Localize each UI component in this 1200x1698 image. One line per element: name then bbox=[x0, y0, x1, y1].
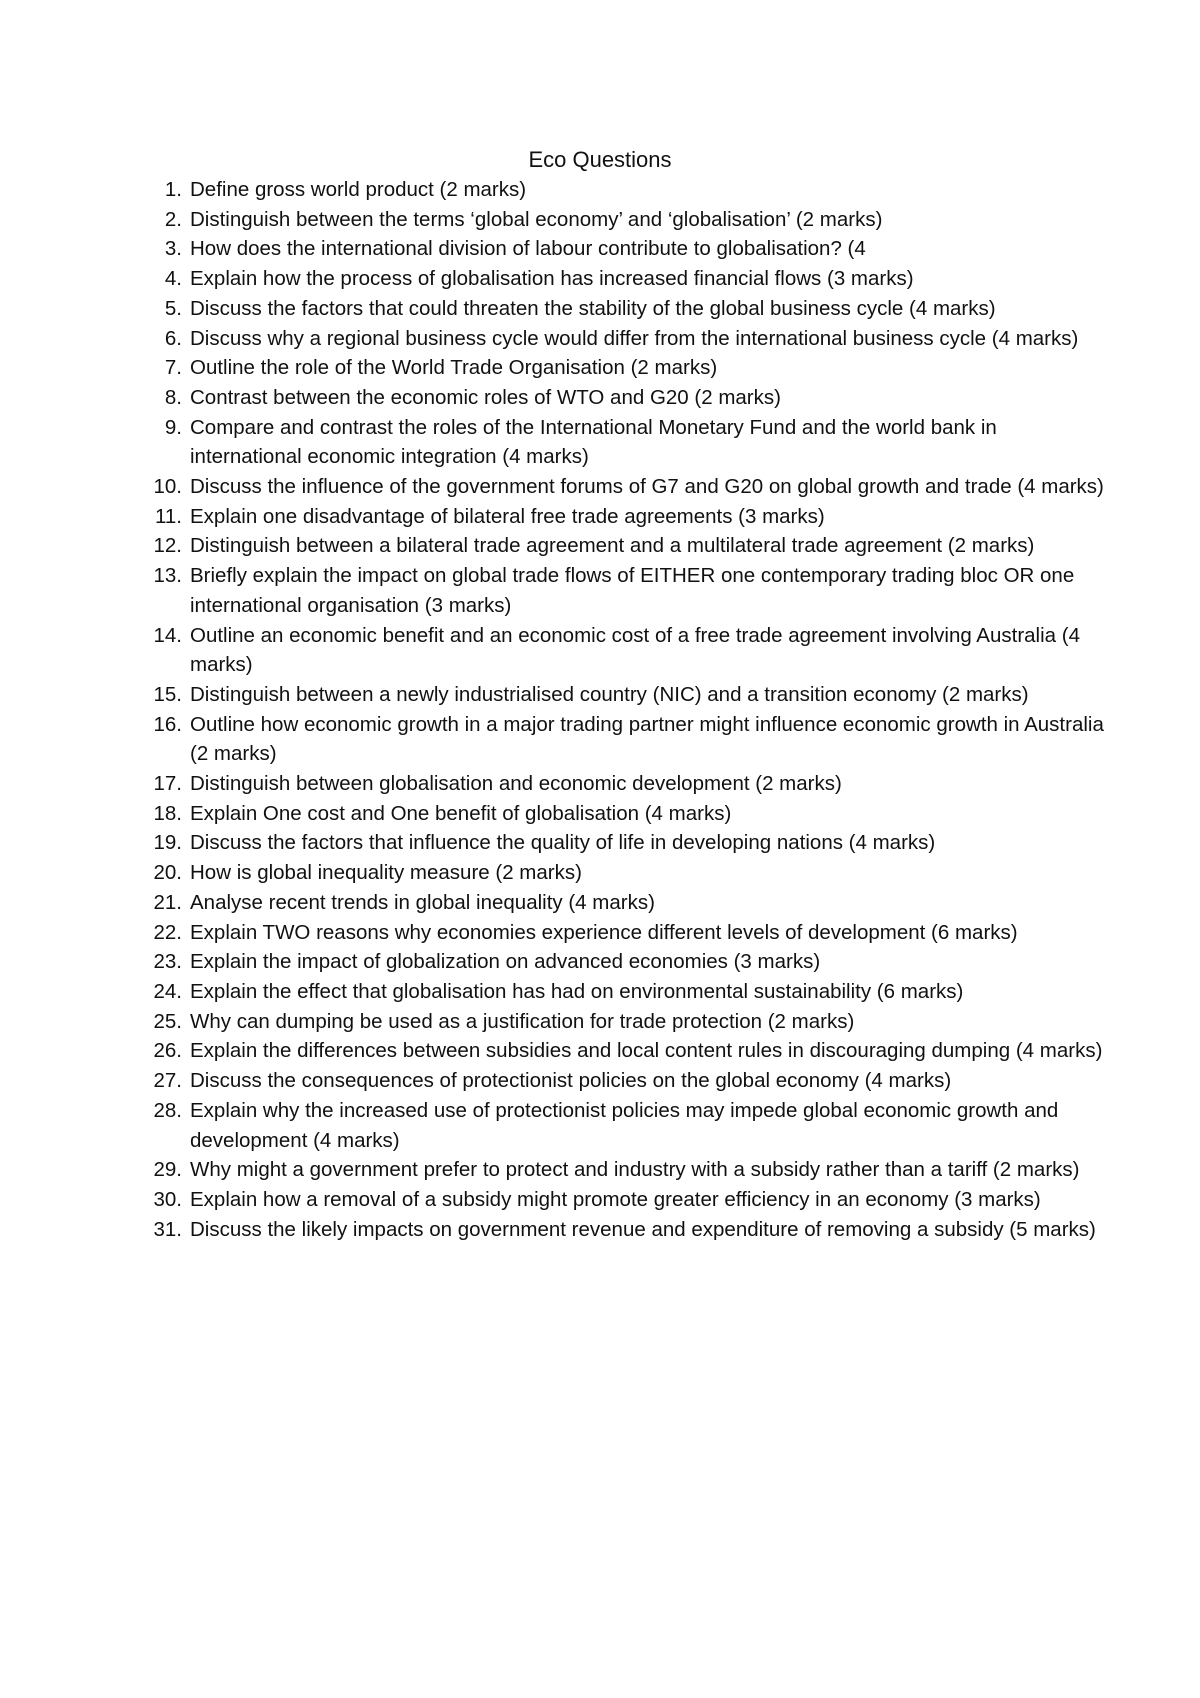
question-number: 10. bbox=[153, 475, 182, 499]
question-item bbox=[132, 1215, 1112, 1245]
question-number: 14. bbox=[153, 623, 182, 647]
question-text: Explain why the increased use of protectionist policies may impede global economic growth and development (4 marks) bbox=[190, 1098, 1059, 1152]
question-item bbox=[132, 680, 1112, 710]
question-item bbox=[132, 1066, 1112, 1096]
question-item bbox=[132, 324, 1112, 354]
question-text: Explain how the process of globalisation has increased financial flows (3 marks) bbox=[190, 267, 914, 291]
question-item bbox=[132, 621, 1112, 680]
question-text: Why can dumping be used as a justification for trade protection (2 marks) bbox=[190, 1009, 855, 1033]
question-number: 21. bbox=[153, 890, 182, 914]
question-item bbox=[132, 858, 1112, 888]
question-number: 17. bbox=[153, 772, 182, 796]
question-number: 13. bbox=[153, 564, 182, 588]
question-number: 4. bbox=[164, 267, 182, 291]
question-number: 6. bbox=[164, 326, 182, 350]
question-number: 16. bbox=[153, 712, 182, 736]
question-item bbox=[132, 413, 1112, 472]
question-item bbox=[132, 1155, 1112, 1185]
question-text: Distinguish between a newly industrialised country (NIC) and a transition economy (2 marks) bbox=[190, 682, 1029, 706]
question-number: 8. bbox=[164, 385, 182, 409]
question-item bbox=[132, 234, 1112, 264]
question-item bbox=[132, 561, 1112, 620]
question-number: 26. bbox=[153, 1039, 182, 1063]
question-text: How does the international division of labour contribute to globalisation? (4 bbox=[190, 237, 866, 261]
question-text: Briefly explain the impact on global trade flows of EITHER one contemporary trading bloc OR one international organisation (3 marks) bbox=[190, 564, 1075, 617]
question-number: 28. bbox=[153, 1098, 182, 1122]
question-text: Discuss why a regional business cycle would differ from the international business cycle (4 marks) bbox=[190, 326, 1079, 350]
question-item bbox=[132, 205, 1112, 235]
question-text: Distinguish between a bilateral trade agreement and a multilateral trade agreement (2 marks) bbox=[190, 534, 1035, 558]
question-text: Explain TWO reasons why economies experience different levels of development (6 marks) bbox=[190, 920, 1018, 944]
question-text: Explain the effect that globalisation has had on environmental sustainability (6 marks) bbox=[190, 979, 964, 1003]
question-number: 29. bbox=[153, 1158, 182, 1182]
question-number: 1. bbox=[164, 178, 182, 201]
question-item bbox=[132, 502, 1112, 532]
question-text: Outline an economic benefit and an economic cost of a free trade agreement involving Australia (4 marks) bbox=[190, 623, 1080, 677]
question-text: Explain One cost and One benefit of globalisation (4 marks) bbox=[190, 801, 732, 825]
question-item bbox=[132, 294, 1112, 324]
question-item bbox=[132, 888, 1112, 918]
question-text: Explain the impact of globalization on advanced economies (3 marks) bbox=[190, 950, 821, 974]
question-item bbox=[132, 947, 1112, 977]
question-number: 24. bbox=[153, 979, 182, 1003]
question-text: Explain the differences between subsidies and local content rules in discouraging dumping (4 marks) bbox=[190, 1039, 1103, 1063]
question-number: 27. bbox=[153, 1069, 182, 1093]
question-number: 2. bbox=[164, 207, 182, 231]
question-list bbox=[132, 175, 1112, 1244]
question-number: 7. bbox=[164, 356, 182, 380]
question-number: 31. bbox=[153, 1217, 182, 1241]
question-number: 12. bbox=[153, 534, 182, 558]
question-text: How is global inequality measure (2 marks) bbox=[190, 861, 582, 885]
question-number: 3. bbox=[164, 237, 182, 261]
question-item bbox=[132, 1007, 1112, 1037]
question-text: Define gross world product (2 marks) bbox=[190, 178, 527, 201]
question-number: 23. bbox=[153, 950, 182, 974]
question-text: Outline the role of the World Trade Organisation (2 marks) bbox=[190, 356, 718, 380]
question-item bbox=[132, 353, 1112, 383]
document-title: Eco Questions bbox=[528, 147, 672, 172]
question-text: Compare and contrast the roles of the International Monetary Fund and the world bank in international economic integration (4 marks) bbox=[190, 415, 997, 469]
question-text: Discuss the factors that influence the quality of life in developing nations (4 marks) bbox=[190, 831, 936, 855]
question-item bbox=[132, 828, 1112, 858]
question-item bbox=[132, 1096, 1112, 1155]
question-number: 30. bbox=[153, 1187, 182, 1211]
question-number: 22. bbox=[153, 920, 182, 944]
question-text: Discuss the consequences of protectionist policies on the global economy (4 marks) bbox=[190, 1069, 952, 1093]
question-item bbox=[132, 977, 1112, 1007]
question-item bbox=[132, 383, 1112, 413]
question-text: Contrast between the economic roles of WTO and G20 (2 marks) bbox=[190, 385, 781, 409]
question-text: Distinguish between the terms ‘global economy’ and ‘globalisation’ (2 marks) bbox=[190, 207, 883, 231]
question-number: 11. bbox=[155, 504, 182, 528]
question-item bbox=[132, 531, 1112, 561]
question-item bbox=[132, 918, 1112, 948]
question-item bbox=[132, 264, 1112, 294]
question-item bbox=[132, 1036, 1112, 1066]
question-number: 20. bbox=[153, 861, 182, 885]
question-text: Discuss the factors that could threaten the stability of the global business cycle (4 marks) bbox=[190, 296, 996, 320]
question-text: Discuss the influence of the government forums of G7 and G20 on global growth and trade (4 marks) bbox=[190, 475, 1104, 499]
question-item bbox=[132, 1185, 1112, 1215]
question-text: Distinguish between globalisation and economic development (2 marks) bbox=[190, 772, 842, 796]
question-number: 25. bbox=[153, 1009, 182, 1033]
question-text: Why might a government prefer to protect and industry with a subsidy rather than a tariff (2 marks) bbox=[190, 1158, 1080, 1182]
question-number: 5. bbox=[164, 296, 182, 320]
question-text: Explain one disadvantage of bilateral free trade agreements (3 marks) bbox=[190, 504, 825, 528]
question-number: 18. bbox=[153, 801, 182, 825]
question-item bbox=[132, 710, 1112, 769]
question-item bbox=[132, 799, 1112, 829]
question-item bbox=[132, 769, 1112, 799]
question-number: 9. bbox=[164, 415, 182, 439]
question-item bbox=[132, 472, 1112, 502]
question-text: Discuss the likely impacts on government revenue and expenditure of removing a subsidy (5 marks) bbox=[190, 1217, 1096, 1241]
question-text: Explain how a removal of a subsidy might promote greater efficiency in an economy (3 marks) bbox=[190, 1187, 1041, 1211]
question-text: Outline how economic growth in a major trading partner might influence economic growth in Australia (2 marks) bbox=[190, 712, 1104, 766]
question-number: 15. bbox=[153, 682, 182, 706]
question-item bbox=[132, 175, 1112, 205]
question-number: 19. bbox=[153, 831, 182, 855]
question-text: Analyse recent trends in global inequality (4 marks) bbox=[190, 890, 655, 914]
